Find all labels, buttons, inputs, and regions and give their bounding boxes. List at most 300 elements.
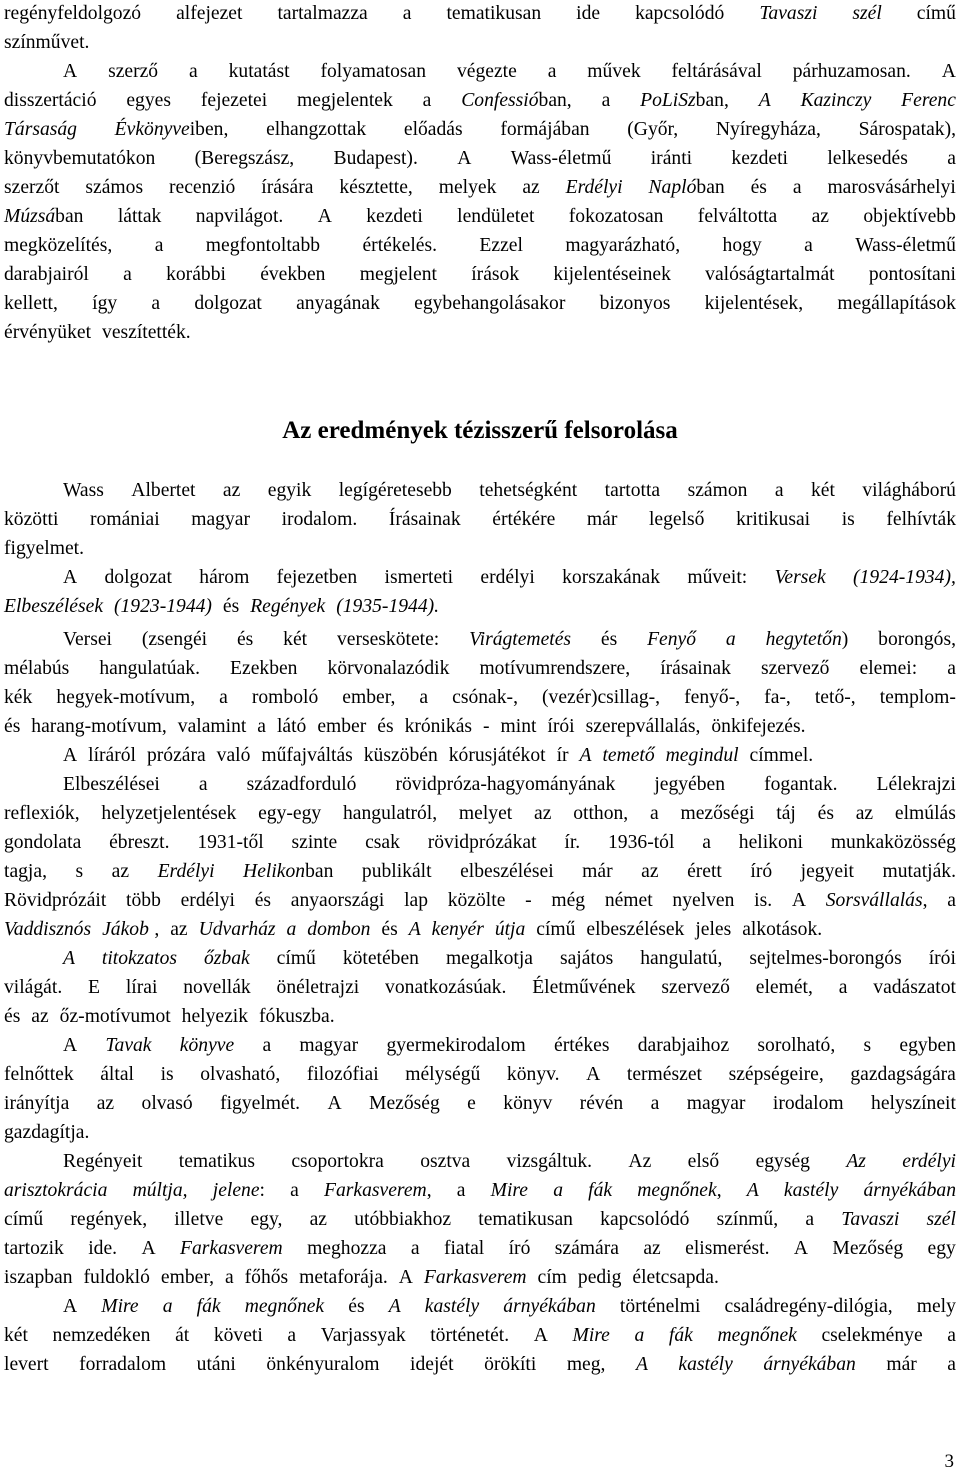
page-number: 3 (944, 1451, 954, 1472)
text-word: anyaországi (290, 890, 385, 911)
text-word: már (586, 509, 618, 530)
word-group (566, 174, 623, 202)
text-word: egy-egy (258, 803, 322, 824)
text-line (4, 800, 956, 828)
text-word: novellák (183, 977, 251, 998)
word-group (292, 829, 338, 857)
text-word: színmű, (716, 1209, 779, 1230)
text-word: ember, (342, 687, 396, 708)
word-group (385, 564, 454, 592)
word-group (262, 1032, 271, 1060)
word-group (602, 87, 611, 115)
text-word: érvényüket (4, 322, 92, 343)
text-word: hegytetőn (765, 629, 842, 650)
text-word: előadás (403, 119, 463, 140)
word-group (695, 916, 736, 944)
word-group (457, 203, 534, 231)
word-group (864, 1032, 872, 1060)
word-group (195, 145, 295, 173)
text-word: A (746, 1180, 759, 1201)
word-group (102, 945, 177, 973)
text-word: múltja, (132, 1180, 188, 1201)
word-group (261, 174, 313, 202)
text-word: titokzatos (101, 948, 178, 969)
word-group (199, 771, 208, 799)
word-group (917, 0, 956, 28)
word-group (448, 887, 506, 915)
word-group (586, 713, 706, 741)
text-word: (zsengéi (141, 629, 208, 650)
word-group (257, 713, 271, 741)
text-word: egyben (899, 1035, 956, 1056)
text-line (4, 145, 956, 173)
word-group (299, 1032, 358, 1060)
text-word: a (123, 264, 132, 285)
word-group (318, 203, 332, 231)
word-group (4, 1177, 107, 1205)
text-word: irodalom (772, 1093, 844, 1114)
word-group (586, 916, 689, 944)
text-word: Írásainak (388, 509, 461, 530)
word-group (197, 1351, 236, 1379)
word-group (63, 58, 77, 86)
text-line (4, 564, 956, 592)
word-group (245, 1264, 294, 1292)
text-word: csak (365, 832, 400, 853)
word-group (947, 1351, 956, 1379)
word-group (444, 1235, 484, 1263)
word-group (365, 829, 400, 857)
word-group (277, 974, 360, 1002)
text-line (4, 0, 956, 28)
word-group (651, 145, 692, 173)
word-group (219, 684, 228, 712)
text-word: megjelent (359, 264, 437, 285)
text-word: filozófiai (306, 1064, 379, 1085)
word-group (880, 684, 956, 712)
word-group (158, 858, 215, 886)
text-word: iszapban (4, 1267, 73, 1288)
word-group (327, 1090, 341, 1118)
text-word: Az (628, 1151, 652, 1172)
text-word: című (536, 919, 576, 940)
word-group (88, 974, 100, 1002)
text-word: fák (588, 1180, 613, 1201)
text-word: követi (213, 1325, 263, 1346)
word-group (405, 713, 478, 741)
text-word: szerző (108, 61, 159, 82)
word-group (801, 858, 854, 886)
word-group (542, 684, 660, 712)
word-group (432, 916, 490, 944)
text-word: főhős (244, 1267, 289, 1288)
text-word: fókuszba. (259, 1006, 335, 1027)
word-group (947, 1322, 956, 1350)
word-group (492, 506, 555, 534)
text-word: történetét. (430, 1325, 510, 1346)
text-word: számára (554, 1238, 619, 1259)
text-word: kék (4, 687, 33, 708)
word-group (277, 564, 358, 592)
text-word: elmúlás (894, 803, 956, 824)
text-word: kenyér (431, 919, 484, 940)
word-group (217, 742, 256, 770)
word-group (108, 58, 158, 86)
word-group (856, 800, 873, 828)
text-word: könyve (179, 1035, 235, 1056)
word-group (4, 1351, 49, 1379)
text-word: s (863, 1035, 872, 1056)
word-group (801, 87, 872, 115)
text-word: A (141, 1238, 156, 1259)
text-line (4, 593, 956, 621)
text-word: meghozza (307, 1238, 387, 1259)
word-group (483, 713, 495, 741)
word-group (63, 945, 75, 973)
word-group (860, 655, 918, 683)
word-group (886, 1351, 916, 1379)
word-group (56, 684, 195, 712)
text-line (4, 1322, 956, 1350)
word-group (131, 477, 195, 505)
text-word: számos (85, 177, 144, 198)
text-word: A (63, 948, 75, 969)
text-word: írói (928, 948, 956, 969)
text-word: és (4, 716, 21, 737)
word-group (53, 1322, 151, 1350)
text-word: mint (500, 716, 537, 737)
text-word: fa-, (764, 687, 791, 708)
text-word: a (257, 716, 266, 737)
text-word: és (236, 629, 254, 650)
text-word: alfejezet (176, 3, 243, 24)
word-group (775, 477, 784, 505)
word-group (180, 1032, 234, 1060)
text-word: a (162, 1296, 173, 1317)
text-word: a (702, 832, 711, 853)
text-word: reflexiók, (4, 803, 80, 824)
text-word: a (286, 919, 297, 940)
word-group (573, 1322, 610, 1350)
word-group (759, 87, 771, 115)
text-word: tartalmazza (277, 3, 368, 24)
text-word: Varjassyak (320, 1325, 406, 1346)
word-group (4, 1235, 64, 1263)
word-group (63, 1148, 142, 1176)
section-heading: Az eredmények tézisszerű felsorolása (282, 417, 678, 444)
word-group (821, 1322, 922, 1350)
text-word: Mire (101, 1296, 139, 1317)
word-group (277, 0, 367, 28)
word-group (403, 0, 412, 28)
text-word: családregény-dilógia, (724, 1296, 893, 1317)
word-group (859, 116, 956, 144)
text-word: A (327, 1093, 342, 1114)
word-group (79, 1351, 166, 1379)
text-word: az (31, 1006, 49, 1027)
word-group (587, 58, 640, 86)
word-group (63, 771, 160, 799)
text-word: egyik (267, 480, 312, 501)
text-word: kastély (678, 1354, 733, 1375)
text-word: a (151, 293, 161, 314)
text-word: nemzedéken (52, 1325, 151, 1346)
word-group (133, 1177, 188, 1205)
word-group (360, 261, 437, 289)
text-word: nyelven (672, 890, 735, 911)
word-group (901, 87, 956, 115)
word-group (63, 1293, 77, 1321)
word-group (430, 1322, 509, 1350)
text-word: által (100, 1064, 134, 1085)
word-group (500, 116, 589, 144)
text-word: Farkasverem (324, 1180, 427, 1201)
word-group (672, 58, 762, 86)
word-group (4, 916, 97, 944)
word-group (220, 1090, 300, 1118)
word-group (895, 800, 956, 828)
word-group (479, 477, 577, 505)
text-word: ide (576, 3, 601, 24)
word-group (4, 655, 69, 683)
text-word: egy (927, 1238, 956, 1259)
text-word: Udvarház (198, 919, 276, 940)
text-word: a (947, 148, 956, 169)
word-group (793, 58, 911, 86)
text-word: a (419, 687, 429, 708)
text-word: őz-motívumot (59, 1006, 171, 1027)
word-group (837, 290, 956, 318)
text-word: , (426, 1180, 432, 1201)
word-group (386, 1032, 525, 1060)
text-word: motívumrendszere, (479, 658, 631, 679)
text-word: egyes (126, 90, 171, 111)
text-word: folyamatosan (320, 61, 427, 82)
word-group (495, 916, 531, 944)
word-group (917, 1293, 956, 1321)
word-group (123, 261, 132, 289)
word-group (446, 0, 541, 28)
text-word: lap (404, 890, 428, 911)
word-group (245, 1293, 324, 1321)
text-word: lendületet (457, 206, 535, 227)
text-word: erdélyi (902, 1151, 956, 1172)
text-word: darabjairól (4, 264, 89, 285)
text-word: az (111, 861, 130, 882)
text-word: magyar (299, 1035, 359, 1056)
text-word: a (649, 803, 659, 824)
text-line (4, 232, 956, 260)
text-word: romániai (90, 509, 160, 530)
text-word: fenyő-, (684, 687, 741, 708)
text-word: a (774, 480, 784, 501)
word-group (369, 1090, 440, 1118)
text-word: figyelmét. (220, 1093, 301, 1114)
text-word: fogantak. (764, 774, 838, 795)
word-group (364, 742, 444, 770)
word-group (4, 319, 97, 347)
text-line (4, 58, 956, 86)
word-group (729, 1061, 824, 1089)
word-group (4, 684, 32, 712)
text-word: megfontoltabb (205, 235, 321, 256)
word-group (214, 1322, 263, 1350)
word-group (878, 626, 956, 654)
word-group (439, 174, 497, 202)
word-group (170, 916, 193, 944)
text-word: örökíti (484, 1354, 537, 1375)
text-word: Fenyő (647, 629, 697, 650)
text-word: kastély (783, 1180, 839, 1201)
word-group (452, 684, 518, 712)
word-group (395, 771, 615, 799)
text-word: az (534, 803, 552, 824)
text-word: fejezetben (276, 567, 358, 588)
word-group (297, 87, 393, 115)
word-group (277, 713, 312, 741)
text-word: melyek (438, 177, 497, 198)
text-word: melyet (458, 803, 513, 824)
text-word: látó (276, 716, 307, 737)
word-group (627, 1061, 702, 1089)
text-word: egybehangolásakor (414, 293, 566, 314)
word-group (405, 1061, 480, 1089)
word-group (321, 1322, 406, 1350)
word-group (4, 174, 59, 202)
word-group (348, 1293, 364, 1321)
word-group (260, 261, 325, 289)
word-group (534, 1322, 548, 1350)
text-word: ban, (695, 90, 729, 111)
text-word: romboló (251, 687, 319, 708)
text-word: az (641, 861, 659, 882)
text-word: A (793, 1238, 809, 1259)
text-word: : (259, 1180, 265, 1201)
word-group (580, 742, 597, 770)
word-group (4, 1322, 28, 1350)
word-group (831, 829, 956, 857)
text-word: tematikusan (478, 1209, 573, 1230)
text-word: A (63, 1035, 78, 1056)
text-word: és (750, 177, 767, 198)
text-word: mélységű (405, 1064, 481, 1085)
text-word: vadászatot (873, 977, 956, 998)
text-word: könyv (503, 1093, 553, 1114)
word-group (147, 742, 211, 770)
word-group (179, 1148, 255, 1176)
text-line (4, 1177, 956, 1205)
word-group (399, 1264, 419, 1292)
word-group (525, 887, 532, 915)
text-word: értékelés. (362, 235, 438, 256)
text-word: kötetében (342, 948, 419, 969)
word-group (827, 174, 955, 202)
text-line (4, 655, 956, 683)
text-word: regények, (70, 1209, 148, 1230)
word-group (459, 800, 512, 828)
text-word: több (126, 890, 161, 911)
word-group (420, 1148, 470, 1176)
text-word: a (456, 1180, 466, 1201)
text-word: elhangzottak (266, 119, 367, 140)
text-word: olvasó (141, 1093, 193, 1114)
word-group (424, 1264, 532, 1292)
word-group (105, 1032, 151, 1060)
text-word: az (811, 206, 829, 227)
word-group (230, 655, 297, 683)
text-word: író (508, 1238, 531, 1259)
text-word: darabjaihoz (637, 1035, 730, 1056)
word-group (605, 477, 661, 505)
text-word: kijelentéseinek (553, 264, 671, 285)
text-word: Albertet (131, 480, 196, 501)
text-word: - (525, 890, 532, 911)
word-group (4, 800, 80, 828)
word-group (142, 626, 207, 654)
text-word: A (63, 567, 78, 588)
word-group (169, 174, 235, 202)
text-word: közötti (4, 509, 59, 530)
word-group (277, 945, 316, 973)
word-group (637, 1177, 721, 1205)
text-word: ember (317, 716, 367, 737)
text-word: gazdagítja. (4, 1122, 90, 1143)
text-word: hegyek-motívum, (56, 687, 196, 708)
text-word: A (758, 90, 771, 111)
text-word: a (650, 1093, 660, 1114)
text-word: kórusjátékot (448, 745, 546, 766)
text-word: erdélyi (180, 890, 235, 911)
word-group (684, 684, 740, 712)
text-word: kastély (424, 1296, 480, 1317)
text-word: formájában (500, 119, 590, 140)
word-group (201, 87, 267, 115)
text-word: írások (471, 264, 520, 285)
text-word: dolgozat (194, 293, 262, 314)
text-word: helyzetjelentések (101, 803, 237, 824)
word-group (354, 1206, 451, 1234)
text-word: anyagának (296, 293, 380, 314)
text-word: A (63, 1296, 78, 1317)
text-word: Wass-életmű (855, 235, 956, 256)
word-group (229, 58, 290, 86)
word-group (166, 261, 226, 289)
text-word: hangulatú, (640, 948, 723, 969)
word-group (687, 1090, 746, 1118)
text-line (4, 974, 956, 1002)
text-word: krónikás (404, 716, 473, 737)
text-word: a (805, 1209, 815, 1230)
text-word: Tavaszi (759, 3, 818, 24)
text-word: Jákob (102, 919, 149, 940)
word-group (63, 564, 77, 592)
text-word: Kazinczy (800, 90, 872, 111)
word-group (562, 564, 660, 592)
text-word: (1923-1944) (113, 596, 212, 617)
text-word: fák (196, 1296, 221, 1317)
text-word: idejét (410, 1354, 454, 1375)
text-line (4, 916, 956, 944)
text-word: ismerteti (384, 567, 454, 588)
text-word: három (199, 567, 250, 588)
word-group (605, 887, 653, 915)
text-word: lelkesedés (827, 148, 908, 169)
text-line (4, 771, 956, 799)
word-group (99, 655, 200, 683)
word-group (142, 1090, 193, 1118)
text-word: is (160, 1064, 174, 1085)
word-group (927, 1206, 956, 1234)
